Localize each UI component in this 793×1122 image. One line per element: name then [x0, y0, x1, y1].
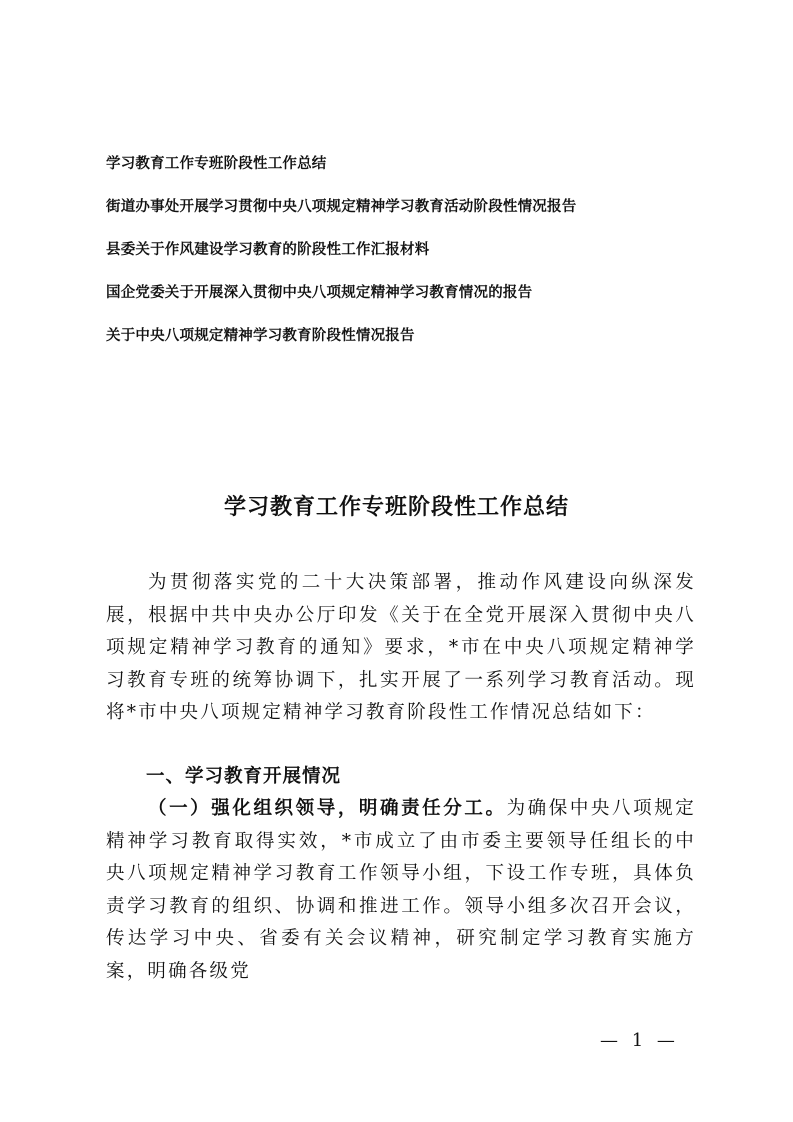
section-heading: 一、学习教育开展情况: [146, 766, 342, 787]
subsection-lead: （一）强化组织领导，明确责任分工。: [148, 798, 507, 819]
toc-item[interactable]: 学习教育工作专班阶段性工作总结: [106, 156, 327, 172]
intro-paragraph: 为贯彻落实党的二十大决策部署，推动作风建设向纵深发展，根据中共中央办公厅印发《关于在全党开展深入贯彻中央八项规定精神学习教育的通知》要求，*市在中央八项规定精神学习教育专班的统筹协调下，扎实开展了一系列学习教育活动。现将*市中央八项规定精神学习教育阶段性工作情况总结如下：: [106, 572, 696, 723]
related-articles-list: [106, 155, 706, 370]
toc-item[interactable]: 国企党委关于开展深入贯彻中央八项规定精神学习教育情况的报告: [106, 285, 533, 301]
toc-item[interactable]: 街道办事处开展学习贯彻中央八项规定精神学习教育活动阶段性情况报告: [106, 199, 577, 215]
document-title: 学习教育工作专班阶段性工作总结: [223, 495, 569, 520]
toc-item[interactable]: 关于中央八项规定精神学习教育阶段性情况报告: [106, 328, 415, 344]
toc-item[interactable]: 县委关于作风建设学习教育的阶段性工作汇报材料: [106, 242, 430, 258]
subsection-paragraph: [106, 793, 696, 988]
subsection-text: 为确保中央八项规定精神学习教育取得实效，*市成立了由市委主要领导任组长的中央八项规定精神学习教育工作领导小组，下设工作专班，具体负责学习教育的组织、协调和推进工作。领导小组多次召开会议，传达学习中央、省委有关会议精神，研究制定学习教育实施方案，明确各级党: [106, 798, 696, 982]
page-number: — 1 —: [600, 1030, 679, 1051]
